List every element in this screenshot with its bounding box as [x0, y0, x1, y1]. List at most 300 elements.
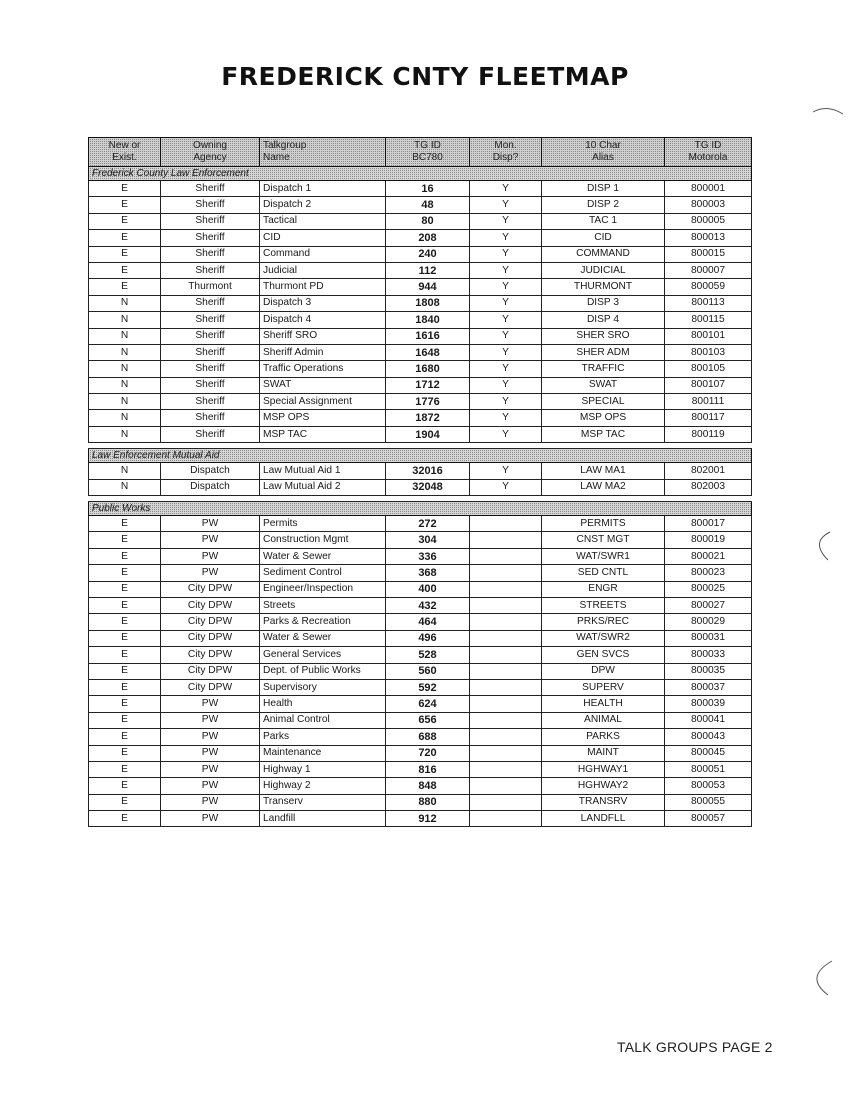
cell-tg-id-bc780: 80	[386, 213, 470, 229]
cell-mon-disp: Y	[470, 377, 542, 393]
table-row	[89, 312, 752, 328]
table-row	[89, 181, 752, 197]
cell-mon-disp: Y	[470, 213, 542, 229]
cell-new-or-exist: N	[89, 295, 161, 311]
cell-mon-disp	[470, 794, 542, 810]
fleetmap-table	[88, 137, 752, 827]
table-row	[89, 246, 752, 262]
cell-owning-agency: Sheriff	[161, 262, 260, 278]
table-row	[89, 745, 752, 761]
cell-mon-disp	[470, 663, 542, 679]
cell-talkgroup-name: Law Mutual Aid 2	[260, 479, 386, 495]
cell-mon-disp	[470, 679, 542, 695]
cell-mon-disp	[470, 811, 542, 827]
cell-tg-id-motorola: 800015	[665, 246, 752, 262]
cell-owning-agency: Sheriff	[161, 181, 260, 197]
cell-talkgroup-name: Animal Control	[260, 712, 386, 728]
cell-mon-disp: Y	[470, 262, 542, 278]
cell-mon-disp	[470, 548, 542, 564]
cell-talkgroup-name: Parks	[260, 729, 386, 745]
cell-tg-id-bc780: 1776	[386, 394, 470, 410]
table-header	[89, 138, 752, 167]
cell-owning-agency: City DPW	[161, 581, 260, 597]
table-row	[89, 729, 752, 745]
section-header	[89, 449, 752, 463]
cell-owning-agency: Sheriff	[161, 410, 260, 426]
table-row	[89, 361, 752, 377]
header-mon-disp: Mon. Disp?	[470, 138, 542, 167]
cell-tg-id-motorola: 800045	[665, 745, 752, 761]
cell-new-or-exist: E	[89, 262, 161, 278]
cell-alias: MSP OPS	[542, 410, 665, 426]
cell-alias: CID	[542, 230, 665, 246]
cell-tg-id-motorola: 802001	[665, 463, 752, 479]
cell-owning-agency: Sheriff	[161, 377, 260, 393]
cell-tg-id-bc780: 1680	[386, 361, 470, 377]
cell-new-or-exist: E	[89, 663, 161, 679]
cell-alias: DISP 2	[542, 197, 665, 213]
cell-talkgroup-name: Sediment Control	[260, 565, 386, 581]
cell-new-or-exist: E	[89, 279, 161, 295]
table-row	[89, 410, 752, 426]
cell-talkgroup-name: Sheriff Admin	[260, 344, 386, 360]
cell-talkgroup-name: Command	[260, 246, 386, 262]
cell-tg-id-bc780: 112	[386, 262, 470, 278]
cell-talkgroup-name: Parks & Recreation	[260, 614, 386, 630]
cell-new-or-exist: E	[89, 565, 161, 581]
cell-new-or-exist: E	[89, 696, 161, 712]
table-row	[89, 479, 752, 495]
cell-tg-id-motorola: 800031	[665, 630, 752, 646]
cell-mon-disp: Y	[470, 410, 542, 426]
cell-talkgroup-name: Landfill	[260, 811, 386, 827]
table-row	[89, 696, 752, 712]
cell-tg-id-bc780: 272	[386, 516, 470, 532]
cell-talkgroup-name: Water & Sewer	[260, 548, 386, 564]
cell-alias: HEALTH	[542, 696, 665, 712]
cell-tg-id-bc780: 944	[386, 279, 470, 295]
cell-alias: JUDICIAL	[542, 262, 665, 278]
cell-alias: TRAFFIC	[542, 361, 665, 377]
cell-alias: DISP 4	[542, 312, 665, 328]
cell-owning-agency: PW	[161, 778, 260, 794]
cell-owning-agency: PW	[161, 696, 260, 712]
cell-talkgroup-name: MSP TAC	[260, 426, 386, 442]
cell-talkgroup-name: Highway 2	[260, 778, 386, 794]
cell-new-or-exist: N	[89, 394, 161, 410]
cell-tg-id-bc780: 1904	[386, 426, 470, 442]
cell-new-or-exist: E	[89, 181, 161, 197]
cell-new-or-exist: N	[89, 328, 161, 344]
table-row	[89, 811, 752, 827]
cell-tg-id-motorola: 800025	[665, 581, 752, 597]
cell-tg-id-bc780: 304	[386, 532, 470, 548]
table-row	[89, 328, 752, 344]
cell-mon-disp	[470, 581, 542, 597]
cell-mon-disp	[470, 761, 542, 777]
table-row	[89, 213, 752, 229]
cell-tg-id-motorola: 800119	[665, 426, 752, 442]
cell-talkgroup-name: Special Assignment	[260, 394, 386, 410]
cell-alias: CNST MGT	[542, 532, 665, 548]
cell-mon-disp	[470, 532, 542, 548]
cell-tg-id-bc780: 336	[386, 548, 470, 564]
cell-talkgroup-name: Judicial	[260, 262, 386, 278]
cell-new-or-exist: E	[89, 213, 161, 229]
table-row	[89, 532, 752, 548]
cell-alias: STREETS	[542, 597, 665, 613]
cell-tg-id-motorola: 800115	[665, 312, 752, 328]
cell-tg-id-bc780: 1648	[386, 344, 470, 360]
cell-talkgroup-name: Law Mutual Aid 1	[260, 463, 386, 479]
section-header	[89, 502, 752, 516]
cell-tg-id-bc780: 208	[386, 230, 470, 246]
cell-owning-agency: PW	[161, 516, 260, 532]
cell-alias: WAT/SWR1	[542, 548, 665, 564]
cell-tg-id-bc780: 912	[386, 811, 470, 827]
cell-tg-id-motorola: 800007	[665, 262, 752, 278]
cell-new-or-exist: N	[89, 426, 161, 442]
cell-new-or-exist: E	[89, 230, 161, 246]
cell-tg-id-bc780: 1840	[386, 312, 470, 328]
cell-talkgroup-name: Water & Sewer	[260, 630, 386, 646]
cell-talkgroup-name: Dispatch 1	[260, 181, 386, 197]
cell-tg-id-bc780: 432	[386, 597, 470, 613]
table-row	[89, 426, 752, 442]
cell-owning-agency: Sheriff	[161, 361, 260, 377]
cell-talkgroup-name: SWAT	[260, 377, 386, 393]
cell-alias: PRKS/REC	[542, 614, 665, 630]
cell-tg-id-motorola: 800059	[665, 279, 752, 295]
cell-new-or-exist: E	[89, 729, 161, 745]
cell-owning-agency: Sheriff	[161, 230, 260, 246]
cell-owning-agency: City DPW	[161, 597, 260, 613]
cell-tg-id-bc780: 816	[386, 761, 470, 777]
cell-mon-disp: Y	[470, 295, 542, 311]
cell-tg-id-bc780: 688	[386, 729, 470, 745]
table-row	[89, 794, 752, 810]
header-tg-id-bc780: TG ID BC780	[386, 138, 470, 167]
page-title: FREDERICK CNTY FLEETMAP	[221, 62, 629, 91]
cell-alias: DISP 1	[542, 181, 665, 197]
cell-tg-id-bc780: 1712	[386, 377, 470, 393]
cell-new-or-exist: E	[89, 614, 161, 630]
cell-talkgroup-name: Transerv	[260, 794, 386, 810]
cell-mon-disp	[470, 696, 542, 712]
cell-tg-id-motorola: 800103	[665, 344, 752, 360]
cell-tg-id-bc780: 880	[386, 794, 470, 810]
cell-tg-id-motorola: 800117	[665, 410, 752, 426]
table-row	[89, 761, 752, 777]
cell-mon-disp	[470, 614, 542, 630]
cell-new-or-exist: E	[89, 794, 161, 810]
cell-mon-disp: Y	[470, 230, 542, 246]
cell-alias: PERMITS	[542, 516, 665, 532]
cell-owning-agency: Sheriff	[161, 197, 260, 213]
cell-mon-disp: Y	[470, 463, 542, 479]
cell-alias: ENGR	[542, 581, 665, 597]
cell-tg-id-motorola: 800053	[665, 778, 752, 794]
cell-tg-id-motorola: 800041	[665, 712, 752, 728]
scan-edge-mark	[800, 528, 850, 568]
cell-owning-agency: Thurmont	[161, 279, 260, 295]
cell-talkgroup-name: Dispatch 4	[260, 312, 386, 328]
cell-talkgroup-name: Dispatch 2	[260, 197, 386, 213]
cell-tg-id-motorola: 800101	[665, 328, 752, 344]
cell-new-or-exist: E	[89, 597, 161, 613]
cell-mon-disp: Y	[470, 279, 542, 295]
cell-mon-disp: Y	[470, 479, 542, 495]
cell-mon-disp	[470, 778, 542, 794]
cell-owning-agency: PW	[161, 745, 260, 761]
cell-tg-id-motorola: 800039	[665, 696, 752, 712]
cell-mon-disp	[470, 516, 542, 532]
cell-tg-id-motorola: 800111	[665, 394, 752, 410]
cell-owning-agency: Sheriff	[161, 426, 260, 442]
cell-mon-disp: Y	[470, 197, 542, 213]
cell-tg-id-motorola: 800013	[665, 230, 752, 246]
cell-tg-id-bc780: 32048	[386, 479, 470, 495]
cell-new-or-exist: N	[89, 410, 161, 426]
cell-tg-id-motorola: 800035	[665, 663, 752, 679]
cell-owning-agency: City DPW	[161, 663, 260, 679]
cell-tg-id-motorola: 800057	[665, 811, 752, 827]
cell-talkgroup-name: CID	[260, 230, 386, 246]
cell-talkgroup-name: Dispatch 3	[260, 295, 386, 311]
scan-edge-mark	[798, 955, 850, 1005]
cell-tg-id-bc780: 48	[386, 197, 470, 213]
cell-alias: SED CNTL	[542, 565, 665, 581]
cell-alias: WAT/SWR2	[542, 630, 665, 646]
cell-new-or-exist: E	[89, 679, 161, 695]
header-new-or-exist: New or Exist.	[89, 138, 161, 167]
cell-mon-disp: Y	[470, 344, 542, 360]
cell-new-or-exist: E	[89, 532, 161, 548]
cell-mon-disp: Y	[470, 246, 542, 262]
cell-tg-id-motorola: 800107	[665, 377, 752, 393]
cell-new-or-exist: N	[89, 312, 161, 328]
cell-tg-id-bc780: 848	[386, 778, 470, 794]
page-footer: TALK GROUPS PAGE 2	[617, 1039, 773, 1055]
cell-new-or-exist: E	[89, 246, 161, 262]
cell-alias: SHER SRO	[542, 328, 665, 344]
cell-tg-id-bc780: 1872	[386, 410, 470, 426]
cell-alias: TRANSRV	[542, 794, 665, 810]
cell-alias: ANIMAL	[542, 712, 665, 728]
cell-talkgroup-name: Permits	[260, 516, 386, 532]
cell-talkgroup-name: Traffic Operations	[260, 361, 386, 377]
cell-mon-disp: Y	[470, 394, 542, 410]
header-row	[89, 138, 752, 167]
cell-talkgroup-name: Tactical	[260, 213, 386, 229]
cell-alias: SUPERV	[542, 679, 665, 695]
cell-mon-disp: Y	[470, 328, 542, 344]
cell-owning-agency: PW	[161, 794, 260, 810]
cell-owning-agency: PW	[161, 548, 260, 564]
cell-tg-id-motorola: 800003	[665, 197, 752, 213]
cell-new-or-exist: E	[89, 630, 161, 646]
cell-mon-disp	[470, 712, 542, 728]
cell-tg-id-bc780: 400	[386, 581, 470, 597]
scan-edge-mark	[805, 100, 850, 130]
table-row	[89, 463, 752, 479]
cell-owning-agency: Dispatch	[161, 479, 260, 495]
cell-new-or-exist: E	[89, 581, 161, 597]
cell-owning-agency: PW	[161, 811, 260, 827]
cell-owning-agency: Sheriff	[161, 246, 260, 262]
table-row	[89, 516, 752, 532]
table-row	[89, 197, 752, 213]
table-row	[89, 712, 752, 728]
cell-alias: SWAT	[542, 377, 665, 393]
cell-tg-id-bc780: 624	[386, 696, 470, 712]
cell-alias: SHER ADM	[542, 344, 665, 360]
header-tg-id-motorola: TG ID Motorola	[665, 138, 752, 167]
cell-owning-agency: Sheriff	[161, 344, 260, 360]
cell-alias: MAINT	[542, 745, 665, 761]
cell-new-or-exist: E	[89, 811, 161, 827]
cell-mon-disp: Y	[470, 426, 542, 442]
cell-alias: THURMONT	[542, 279, 665, 295]
table-row	[89, 597, 752, 613]
table-row	[89, 630, 752, 646]
cell-new-or-exist: N	[89, 377, 161, 393]
cell-tg-id-bc780: 368	[386, 565, 470, 581]
table-body	[89, 167, 752, 827]
cell-owning-agency: Sheriff	[161, 394, 260, 410]
cell-talkgroup-name: Construction Mgmt	[260, 532, 386, 548]
cell-mon-disp: Y	[470, 361, 542, 377]
cell-talkgroup-name: Streets	[260, 597, 386, 613]
cell-owning-agency: Sheriff	[161, 312, 260, 328]
cell-tg-id-motorola: 800019	[665, 532, 752, 548]
cell-talkgroup-name: MSP OPS	[260, 410, 386, 426]
table-row	[89, 230, 752, 246]
cell-new-or-exist: E	[89, 712, 161, 728]
header-10-char-alias: 10 Char Alias	[542, 138, 665, 167]
section-header	[89, 167, 752, 181]
cell-talkgroup-name: Dept. of Public Works	[260, 663, 386, 679]
cell-owning-agency: Sheriff	[161, 213, 260, 229]
table-row	[89, 647, 752, 663]
cell-tg-id-motorola: 800051	[665, 761, 752, 777]
cell-tg-id-motorola: 800001	[665, 181, 752, 197]
cell-owning-agency: PW	[161, 712, 260, 728]
cell-tg-id-bc780: 496	[386, 630, 470, 646]
cell-mon-disp	[470, 565, 542, 581]
table-row	[89, 262, 752, 278]
cell-tg-id-bc780: 560	[386, 663, 470, 679]
cell-alias: GEN SVCS	[542, 647, 665, 663]
cell-new-or-exist: E	[89, 647, 161, 663]
table-row	[89, 394, 752, 410]
cell-talkgroup-name: Engineer/Inspection	[260, 581, 386, 597]
cell-new-or-exist: N	[89, 479, 161, 495]
table-row	[89, 581, 752, 597]
cell-owning-agency: City DPW	[161, 630, 260, 646]
cell-talkgroup-name: Supervisory	[260, 679, 386, 695]
section-title: Law Enforcement Mutual Aid	[89, 449, 752, 463]
cell-alias: DISP 3	[542, 295, 665, 311]
table-row	[89, 344, 752, 360]
cell-tg-id-motorola: 800033	[665, 647, 752, 663]
cell-tg-id-bc780: 592	[386, 679, 470, 695]
section-title: Public Works	[89, 502, 752, 516]
cell-tg-id-bc780: 32016	[386, 463, 470, 479]
cell-owning-agency: PW	[161, 729, 260, 745]
cell-talkgroup-name: Maintenance	[260, 745, 386, 761]
cell-alias: MSP TAC	[542, 426, 665, 442]
cell-alias: TAC 1	[542, 213, 665, 229]
cell-tg-id-bc780: 16	[386, 181, 470, 197]
table-row	[89, 778, 752, 794]
cell-owning-agency: PW	[161, 532, 260, 548]
cell-tg-id-bc780: 240	[386, 246, 470, 262]
cell-tg-id-motorola: 800105	[665, 361, 752, 377]
cell-mon-disp: Y	[470, 181, 542, 197]
header-talkgroup-name: Talkgroup Name	[260, 138, 386, 167]
cell-tg-id-motorola: 802003	[665, 479, 752, 495]
cell-alias: LAW MA2	[542, 479, 665, 495]
cell-tg-id-bc780: 528	[386, 647, 470, 663]
cell-alias: PARKS	[542, 729, 665, 745]
cell-tg-id-bc780: 1808	[386, 295, 470, 311]
cell-owning-agency: City DPW	[161, 679, 260, 695]
cell-mon-disp: Y	[470, 312, 542, 328]
cell-tg-id-bc780: 656	[386, 712, 470, 728]
cell-new-or-exist: E	[89, 516, 161, 532]
cell-talkgroup-name: Health	[260, 696, 386, 712]
cell-talkgroup-name: General Services	[260, 647, 386, 663]
cell-alias: LAW MA1	[542, 463, 665, 479]
section-title: Frederick County Law Enforcement	[89, 167, 752, 181]
cell-owning-agency: Sheriff	[161, 328, 260, 344]
cell-tg-id-motorola: 800029	[665, 614, 752, 630]
cell-tg-id-motorola: 800027	[665, 597, 752, 613]
cell-alias: HGHWAY1	[542, 761, 665, 777]
cell-owning-agency: Sheriff	[161, 295, 260, 311]
cell-new-or-exist: E	[89, 548, 161, 564]
cell-mon-disp	[470, 745, 542, 761]
cell-tg-id-motorola: 800023	[665, 565, 752, 581]
table-row	[89, 279, 752, 295]
cell-tg-id-motorola: 800017	[665, 516, 752, 532]
table-row	[89, 614, 752, 630]
cell-tg-id-motorola: 800113	[665, 295, 752, 311]
table-row	[89, 295, 752, 311]
cell-owning-agency: PW	[161, 565, 260, 581]
cell-owning-agency: City DPW	[161, 614, 260, 630]
cell-mon-disp	[470, 729, 542, 745]
cell-new-or-exist: E	[89, 778, 161, 794]
cell-tg-id-motorola: 800055	[665, 794, 752, 810]
cell-new-or-exist: E	[89, 745, 161, 761]
cell-tg-id-motorola: 800043	[665, 729, 752, 745]
cell-mon-disp	[470, 630, 542, 646]
header-owning-agency: Owning Agency	[161, 138, 260, 167]
cell-new-or-exist: E	[89, 197, 161, 213]
cell-talkgroup-name: Thurmont PD	[260, 279, 386, 295]
cell-mon-disp	[470, 647, 542, 663]
cell-tg-id-motorola: 800005	[665, 213, 752, 229]
cell-tg-id-bc780: 464	[386, 614, 470, 630]
cell-owning-agency: City DPW	[161, 647, 260, 663]
cell-tg-id-bc780: 1616	[386, 328, 470, 344]
cell-new-or-exist: N	[89, 344, 161, 360]
cell-alias: DPW	[542, 663, 665, 679]
cell-new-or-exist: N	[89, 361, 161, 377]
cell-new-or-exist: N	[89, 463, 161, 479]
